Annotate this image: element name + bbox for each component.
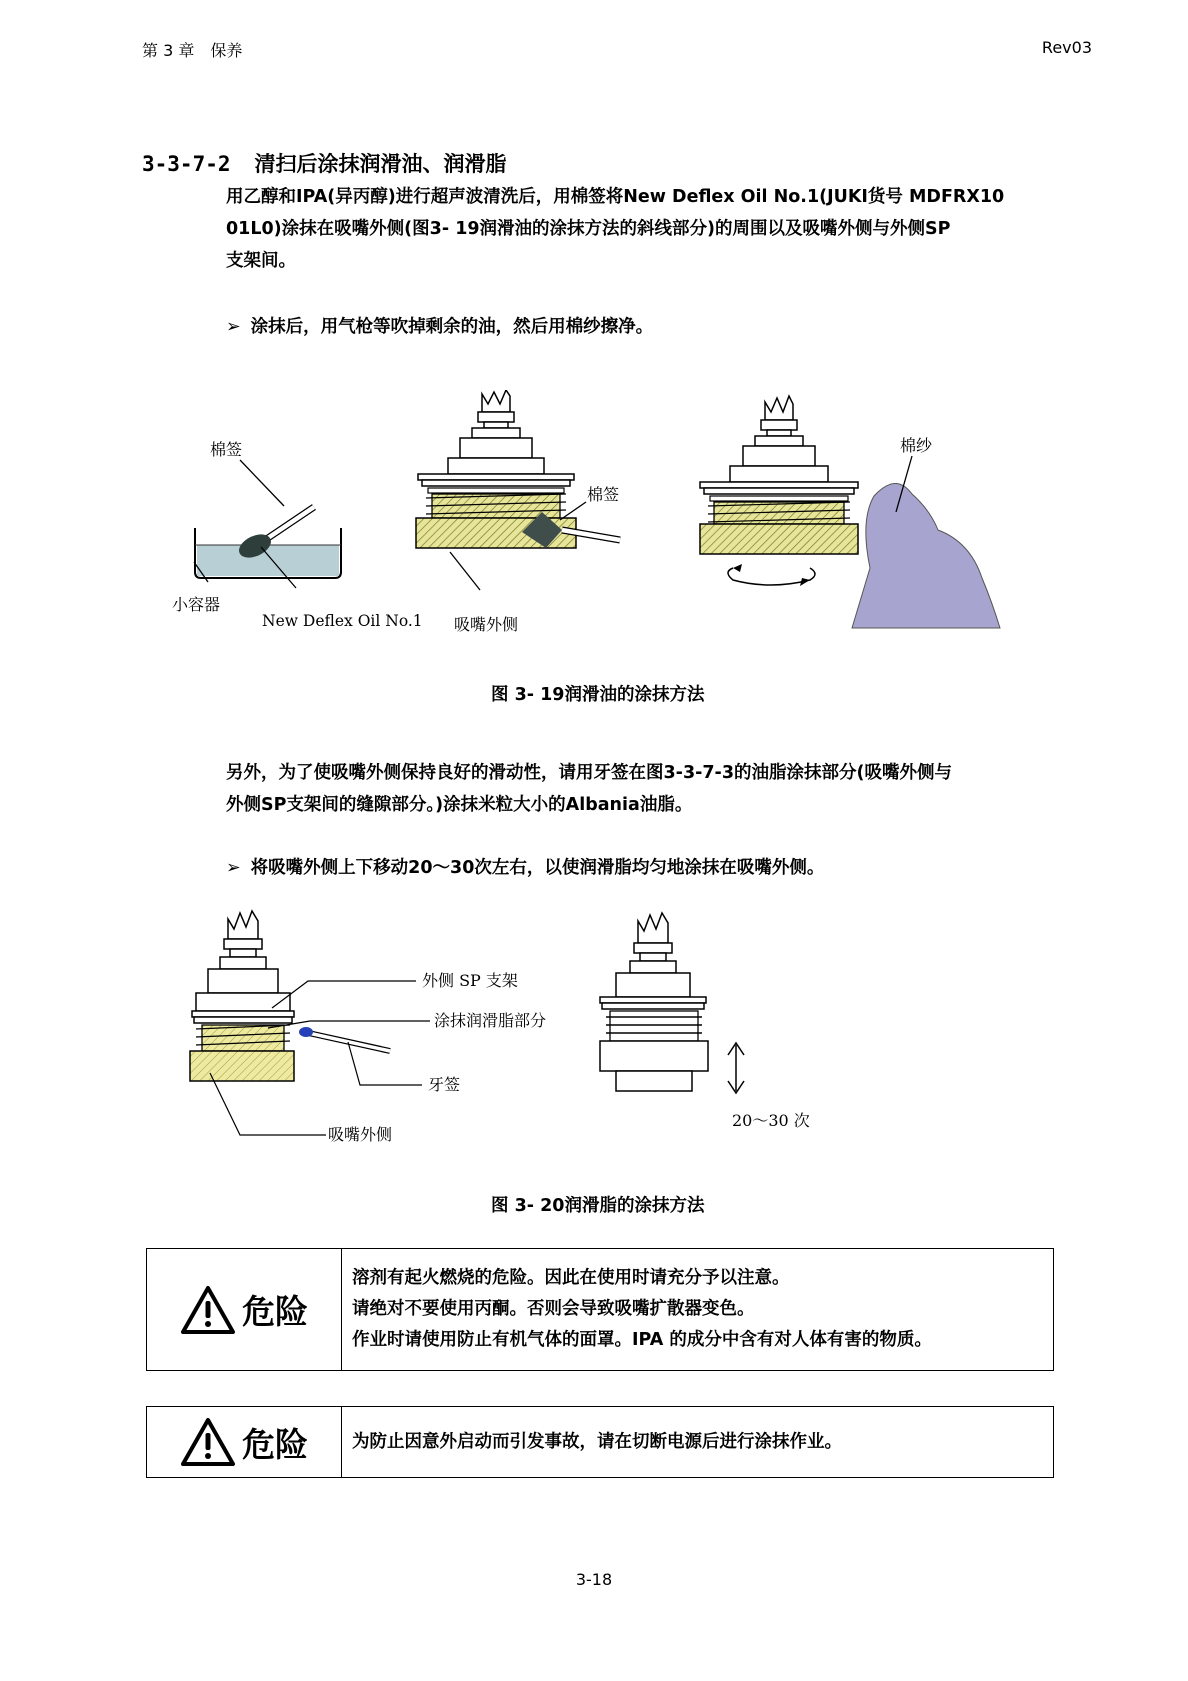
- bullet-wipe-text: 涂抹后，用气枪等吹掉剩余的油，然后用棉纱擦净。: [250, 317, 654, 337]
- danger-word-2: 危险: [242, 1424, 308, 1464]
- danger-box-power: [146, 1406, 1054, 1478]
- danger-1-line-2: 请绝对不要使用丙酮。否则会导致吸嘴扩散器变色。: [352, 1299, 755, 1319]
- danger-label-2: [147, 1407, 342, 1477]
- label-sp-bracket: 外侧 SP 支架: [422, 971, 518, 990]
- label-toothpick: 牙签: [428, 1075, 461, 1094]
- label-swab: 棉签: [210, 440, 243, 459]
- section-number: 3-3-7-2: [142, 152, 231, 176]
- label-cloth: 棉纱: [900, 436, 933, 455]
- section-heading: [142, 148, 507, 178]
- intro-paragraph: [226, 181, 1086, 277]
- bullet-move: [226, 854, 824, 879]
- grease-paragraph: [226, 757, 1086, 821]
- label-container: 小容器: [172, 595, 221, 614]
- intro-line-1: 用乙醇和IPA(异丙醇)进行超声波清洗后，用棉签将New Deflex Oil No.1(JUKI货号 MDFRX10: [226, 187, 1005, 207]
- danger-text-1: [342, 1249, 1053, 1370]
- label-oil: New Deflex Oil No.1: [262, 612, 423, 630]
- label-nozzle-outer-2: 吸嘴外侧: [328, 1125, 393, 1144]
- bullet-wipe: [226, 313, 653, 338]
- nozzle-cloth-illustration: [700, 396, 1000, 628]
- label-nozzle-outer: 吸嘴外侧: [454, 615, 519, 634]
- warning-triangle-icon: [180, 1417, 236, 1467]
- section-title: 清扫后涂抹润滑油、润滑脂: [254, 152, 507, 176]
- danger-word-1: 危险: [242, 1292, 308, 1331]
- nozzle-oil-illustration: [416, 390, 620, 634]
- oil-container-illustration: [172, 440, 423, 630]
- danger-1-line-3: 作业时请使用防止有机气体的面罩。IPA 的成分中含有对人体有害的物质。: [352, 1330, 932, 1350]
- warning-triangle-icon: [180, 1285, 236, 1335]
- grease-line-1: 另外，为了使吸嘴外侧保持良好的滑动性，请用牙签在图3-3-7-3的油脂涂抹部分(吸嘴外侧与: [226, 763, 952, 783]
- danger-1-line-1: 溶剂有起火燃烧的危险。因此在使用时请充分予以注意。: [352, 1268, 790, 1288]
- chapter-header: 第 3 章 保养: [142, 41, 243, 60]
- revision-label: Rev03: [1041, 38, 1092, 57]
- danger-2-line-1: 为防止因意外启动而引发事故，请在切断电源后进行涂抹作业。: [352, 1431, 842, 1452]
- label-move-count: 20～30 次: [732, 1111, 810, 1130]
- nozzle-motion-illustration: [600, 913, 810, 1130]
- danger-box-solvent: [146, 1248, 1054, 1371]
- danger-label-1: [147, 1249, 342, 1370]
- page-number: 3-18: [575, 1570, 613, 1589]
- danger-text-2: [342, 1407, 1053, 1477]
- arrow-bullet-icon: ➢: [226, 317, 241, 337]
- figure-1-caption: 图 3- 19润滑油的涂抹方法: [491, 685, 705, 705]
- figure-oil-application: [170, 390, 1050, 660]
- arrow-bullet-icon: ➢: [226, 858, 241, 878]
- label-grease-area: 涂抹润滑脂部分: [434, 1011, 547, 1030]
- nozzle-grease-illustration: [190, 911, 546, 1144]
- grease-line-2: 外侧SP支架间的缝隙部分。)涂抹米粒大小的Albania油脂。: [226, 795, 693, 815]
- figure-2-caption: 图 3- 20润滑脂的涂抹方法: [491, 1196, 705, 1216]
- figure-grease-application: [180, 905, 840, 1165]
- label-swab-2: 棉签: [587, 485, 620, 504]
- bullet-move-text: 将吸嘴外侧上下移动20～30次左右，以使润滑脂均匀地涂抹在吸嘴外侧。: [250, 858, 825, 878]
- intro-line-3: 支架间。: [226, 251, 296, 271]
- intro-line-2: 01L0)涂抹在吸嘴外侧(图3- 19润滑油的涂抹方法的斜线部分)的周围以及吸嘴外侧与外侧SP: [226, 219, 951, 239]
